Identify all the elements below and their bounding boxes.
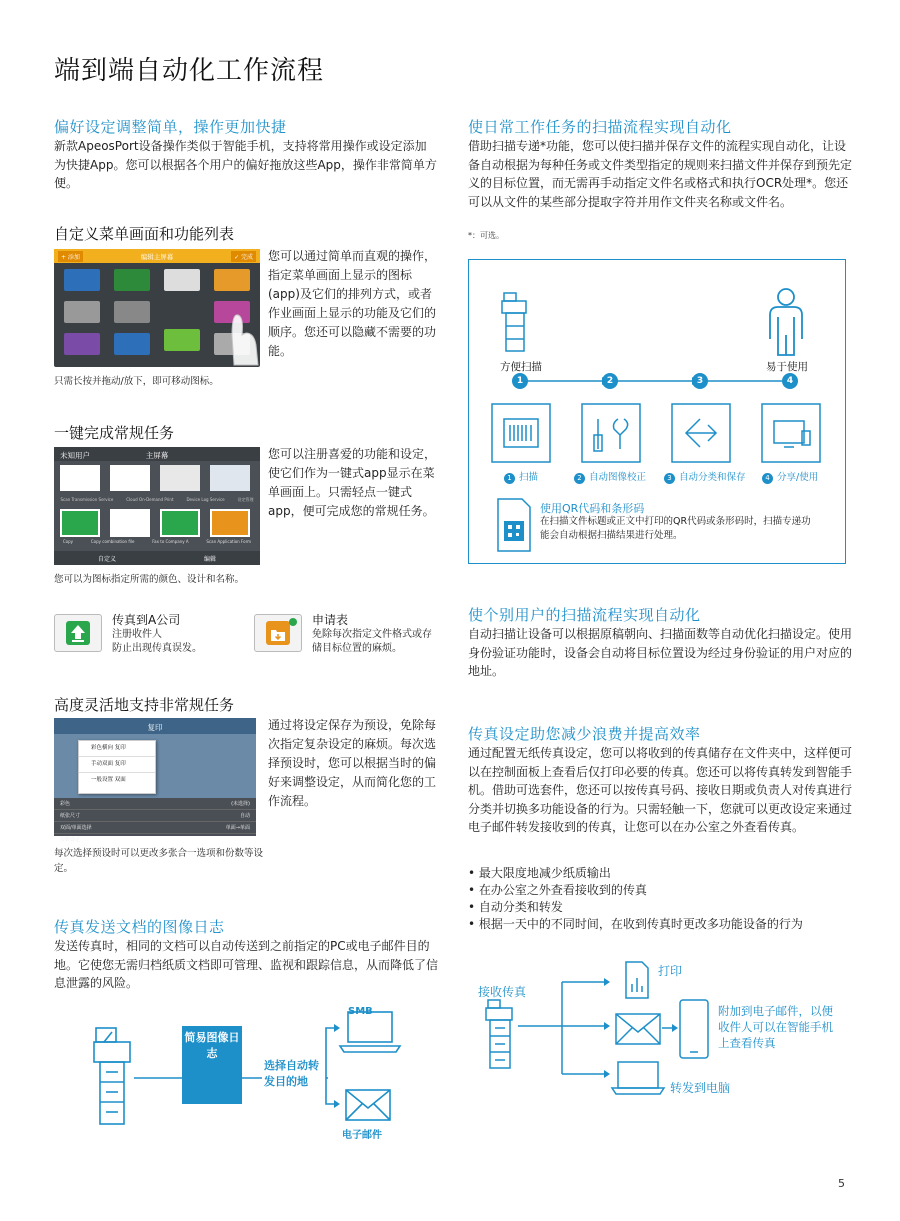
setting-value: 单面→单面 [225,825,250,831]
section-heading-scan-workflow: 使日常工作任务的扫描流程实现自动化 [468,118,732,136]
easy-scan-label: 方便扫描 [500,361,542,373]
step-number-small: 3 [664,473,675,484]
step-number: 2 [602,373,618,389]
qr-body: 在扫描文件标题或正文中打印的QR代码或条形码时，扫描专递功能会自动根据扫描结果进行处理。 [540,516,811,541]
caption-preset: 每次选择预设时可以更改多张合一选项和份数等设定。 [54,848,264,874]
smb-label: SMB [348,1006,373,1017]
step-label-scan [504,469,538,484]
step-number-small: 2 [574,473,585,484]
step-label: 分享/使用 [777,472,819,483]
tile-label: Fax to Company A [152,539,189,544]
step-label: 扫描 [519,472,539,483]
print-label: 打印 [658,964,683,978]
app-tile-scan[interactable] [114,269,150,291]
tile-label: Copy [62,539,74,544]
page-number: 5 [838,1177,845,1190]
receive-fax-label: 接收传真 [478,985,527,999]
step-number: 4 [782,373,798,389]
email-label: 电子邮件 [342,1130,382,1141]
list-item: • 最大限度地减少纸质输出 [468,865,852,882]
fax-benefits-list [468,865,852,933]
section-body-flexible: 通过将设定保存为预设，免除每次指定复杂设定的麻烦。每次选择预设时，您可以根据当时的偏好来调整设定，从而简化您的工作流程。 [268,718,437,808]
screen-title: 主屏幕 [145,451,169,460]
step-box-correct [582,404,640,462]
form-app-desc: 免除每次指定文件格式或存储目标位置的麻烦。 [312,629,432,654]
page-title: 端到端自动化工作流程 [54,56,325,86]
app-tile-copy[interactable] [60,509,100,537]
tile-label: 设定管理 [237,497,254,502]
form-app-title: 申请表 [312,613,349,627]
section-heading-image-log: 传真发送文档的图像日志 [54,918,225,936]
fax-app-title: 传真到A公司 [112,613,181,627]
preset-item[interactable]: 手动双面 复印 [79,757,155,773]
laptop-icon [340,1012,400,1052]
email-forward-label: 附加到电子邮件，以便收件人可以在智能手机上查看传真 [718,1004,833,1050]
section-body-preferences: 新款ApeosPort设备操作类似于智能手机，支持将常用操作或设定添加为快捷App。您可以根据各个用户的偏好拖放这些App，操作非常简单方便。 [54,139,437,190]
section-heading-flexible: 高度灵活地支持非常规任务 [54,696,235,714]
email-icon [346,1090,390,1120]
done-button[interactable]: ✓ 完成 [231,251,256,262]
section-heading-fax-settings: 传真设定助您减少浪费并提高效率 [468,725,701,743]
app-tile-copy[interactable] [64,269,100,291]
app-tile-log[interactable] [160,465,200,491]
step-box-scan [492,404,550,462]
section-heading-one-touch: 一键完成常规任务 [54,424,175,442]
list-item: • 在办公室之外查看接收到的传真 [468,882,852,899]
one-touch-home-screenshot [54,447,260,565]
app-tile-scan-form[interactable] [210,509,250,537]
section-heading-custom-menu: 自定义菜单画面和功能列表 [54,225,235,243]
caption-drag-drop: 只需长按并拖动/放下，即可移动图标。 [54,376,219,387]
list-item: • 根据一天中的不同时间，在收到传真时更改多功能设备的行为 [468,916,852,933]
tile-label: Copy combination file [90,539,135,544]
preset-item[interactable]: 一般设置 双面 [91,777,126,783]
mfp-icon [502,293,526,351]
fax-app-icon [54,614,102,652]
auto-forward-label: 选择自动转发目的地 [264,1059,319,1088]
email-icon [616,1014,660,1044]
app-tile-easy-copy[interactable] [114,333,150,355]
home-screen-edit-screenshot [54,249,260,367]
setting-label[interactable]: 纸张尺寸 [60,813,81,819]
step-label-sort [664,469,746,484]
customize-button[interactable]: 自定义 [97,555,116,563]
section-body-image-log: 发送传真时，相同的文档可以自动传送到之前指定的PC或电子邮件目的地。它使您无需归档纸质文档即可管理、监视和跟踪信息，从而降低了信息泄露的风险。 [54,939,439,990]
section-heading-individual-scan: 使个别用户的扫描流程实现自动化 [468,606,701,624]
app-tile-ifax[interactable] [64,301,100,323]
app-tile-eco[interactable] [164,329,200,351]
step-label: 自动分类和保存 [679,472,746,483]
step-number: 1 [512,373,528,389]
step-number-small: 4 [762,473,773,484]
app-tile-copy-combination[interactable] [110,509,150,537]
setting-label[interactable]: 双面/单面选择 [60,825,92,831]
section-body-one-touch: 您可以注册喜爱的功能和设定，使它们作为一键式app显示在菜单画面上。只需轻点一键式app，便可完成您的常规任务。 [268,447,437,518]
app-tile-scan-pc[interactable] [114,301,150,323]
setting-label[interactable]: 份数设定 [60,837,81,843]
section-body-scan-workflow: 借助扫描专递*功能，您可以使扫描并保存文件的流程实现自动化，让设备自动根据为每种任务或文件类型指定的规则来扫描文件并保存到预先定义的目标位置，而无需再手动指定文件名或格式和执行OCR处理*。您还可以从文件的某些部分提取字符并用作文件夹名称或文件名。 [468,139,853,209]
tile-label: Device Log Service [186,497,225,502]
setting-value: 自动 [239,813,250,819]
hand-icon [224,305,260,367]
tile-label: Scan Application Form [206,539,252,544]
edit-button[interactable]: 编辑 [203,555,216,563]
list-item: • 自动分类和转发 [468,899,852,916]
section-body-individual-scan: 自动扫描让设备可以根据原稿朝向、扫描面数等自动优化扫描设定。使用身份验证功能时，设备会自动将目标位置设为经过身份验证的用户对应的地址。 [468,627,853,678]
add-button[interactable]: + 添加 [58,251,83,262]
app-tile-scan-service[interactable] [60,465,100,491]
mfp-icon [94,1028,130,1124]
section-body-custom-menu: 您可以通过简单而直观的操作，指定菜单画面上显示的图标(app)及它们的排列方式，或者作业画面上显示的功能及它们的顺序。您还可以隐藏不需要的功能。 [268,249,437,358]
setting-label[interactable]: 彩色 [60,801,71,807]
preset-menu[interactable] [78,740,156,794]
image-log-box-label: 简易图像日志 [184,1031,240,1060]
app-tile-cloud-print[interactable] [110,465,150,491]
person-icon [770,289,802,355]
step-label: 自动图像校正 [589,472,647,483]
screen-title: 编辑主屏幕 [140,253,174,261]
section-heading-preferences: 偏好设定调整简单，操作更加快捷 [54,118,287,136]
footnote-optional: *：可选。 [468,231,504,240]
app-tile-fax-company-a[interactable] [160,509,200,537]
print-document-icon [626,962,648,998]
step-number-small: 1 [504,473,515,484]
user-label: 未知用户 [60,451,90,460]
mfp-icon [486,1000,512,1068]
screen-title: 复印 [147,723,163,732]
caption-icon-design: 您可以为图标指定所需的颜色、设计和名称。 [54,574,245,585]
app-tile-print[interactable] [214,269,250,291]
section-body-fax-settings: 通过配置无纸传真设定，您可以将收到的传真储存在文件夹中，这样便可以在控制面板上查看后仅打印必要的传真。您还可以将传真转发到智能手机。借助可选套件，您还可以按传真号码、接收日期或负责人对传真进行分类并切换多功能设备的行为。只需轻触一下，您就可以更改设定来通过电子邮件转发接收到的传真，让您可以在办公室之外查看传真。 [468,746,853,834]
tile-label: Scan Transmission Service [60,497,114,502]
pc-forward-label: 转发到电脑 [670,1081,731,1095]
app-tile-idcard[interactable] [64,333,100,355]
smartphone-icon [680,1000,708,1058]
form-app-icon [254,614,302,652]
laptop-icon [612,1062,664,1094]
app-tile-fax[interactable] [164,269,200,291]
step-label-share [762,469,818,484]
preset-item[interactable]: 彩色横向 复印 [79,741,155,757]
qr-title: 使用QR代码和条形码 [540,502,645,515]
app-tile-settings[interactable] [210,465,250,491]
step-label-correct [574,469,646,484]
qr-code-icon [504,521,524,541]
tile-label: Cloud On-Demand Print [126,497,174,502]
step-number: 3 [692,373,708,389]
fax-app-desc: 注册收件人 防止出现传真误发。 [112,629,202,654]
setting-value: (未选择) [231,801,250,807]
easy-use-label: 易于使用 [766,361,808,373]
preset-screenshot [54,718,256,843]
step-box-share [762,404,820,462]
